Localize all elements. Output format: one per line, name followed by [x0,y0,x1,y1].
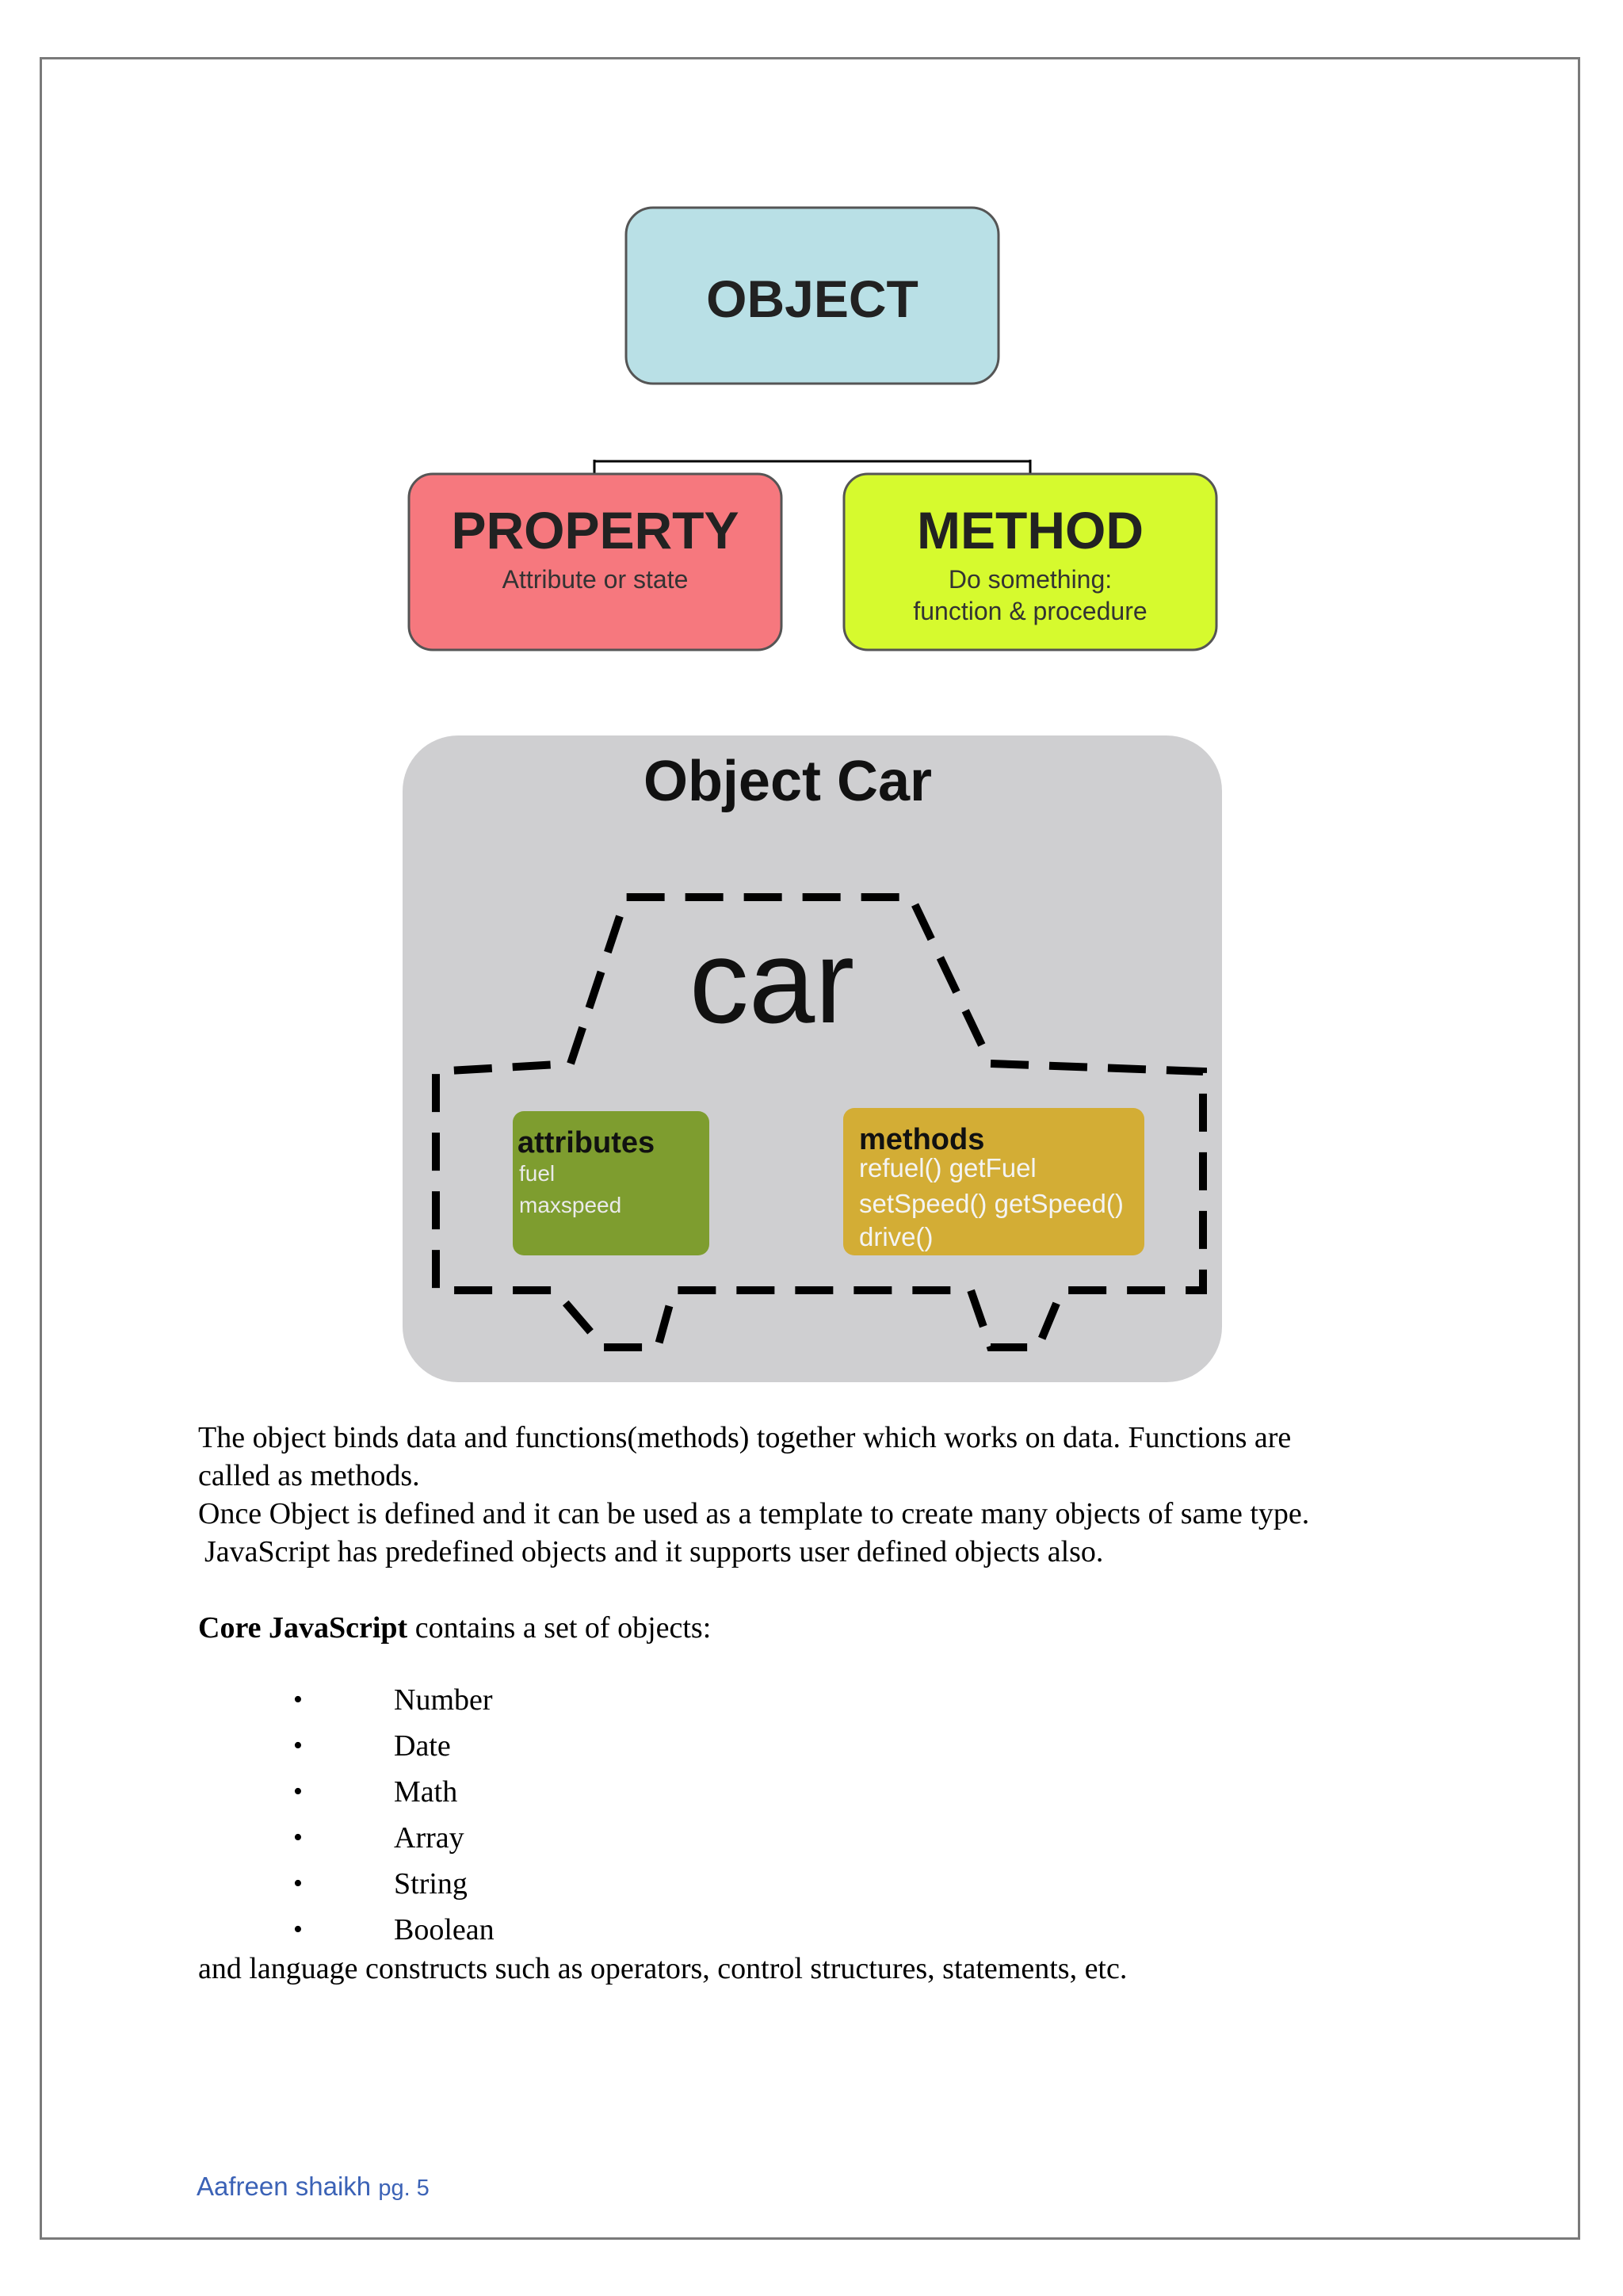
list-item [198,1861,1466,1907]
attribute-item: maxspeed [519,1193,622,1217]
bullet-icon: • [293,1823,303,1852]
core-javascript-line [198,1609,1466,1647]
property-box-title: PROPERTY [451,501,739,560]
bullet-icon: • [293,1731,303,1760]
car-panel-title: Object Car [643,750,933,813]
methods-heading: methods [859,1123,985,1156]
footer [197,2172,430,2202]
car-panel [403,735,1222,1382]
bullet-icon: • [293,1685,303,1714]
core-javascript-rest: contains a set of objects: [407,1611,712,1645]
paragraph-line: called as methods. [198,1459,420,1492]
list-item-label: Number [394,1683,493,1717]
list-item-label: Array [394,1821,464,1855]
body-text [198,1419,1466,1988]
footer-page-number: pg. 5 [378,2176,430,2201]
method-item: setSpeed() getSpeed() [859,1189,1124,1218]
objects-list [198,1677,1466,1953]
method-box-line2: function & procedure [913,597,1148,625]
method-item: drive() [859,1222,934,1251]
object-box-label: OBJECT [706,269,918,328]
list-item-label: Date [394,1729,451,1763]
list-item-label: String [394,1867,468,1901]
bullet-icon: • [293,1777,303,1806]
closing-line: and language constructs such as operators, control structures, statements, etc. [198,1952,1128,1985]
list-item-label: Math [394,1775,458,1809]
method-item: refuel() getFuel [859,1153,1037,1182]
core-javascript-bold: Core JavaScript [198,1611,408,1645]
attributes-heading: attributes [517,1126,655,1159]
list-item [198,1769,1466,1815]
list-item-label: Boolean [394,1913,495,1946]
footer-author: Aafreen shaikh [197,2172,372,2201]
paragraph-line: JavaScript has predefined objects and it supports user defined objects also. [204,1535,1104,1568]
method-box-title: METHOD [917,501,1144,560]
paragraph-line: The object binds data and functions(methods) together which works on data. Functions are [198,1421,1292,1454]
paragraph-line: Once Object is defined and it can be used as a template to create many objects of same type. [198,1497,1310,1530]
list-item [198,1723,1466,1769]
list-item [198,1907,1466,1953]
car-label: car [689,915,855,1048]
attribute-item: fuel [519,1161,556,1186]
method-box-line1: Do something: [948,565,1113,594]
list-item [198,1677,1466,1723]
bullet-icon: • [293,1869,303,1898]
list-item [198,1815,1466,1861]
bullet-icon: • [293,1915,303,1944]
property-box-subtitle: Attribute or state [502,565,689,594]
